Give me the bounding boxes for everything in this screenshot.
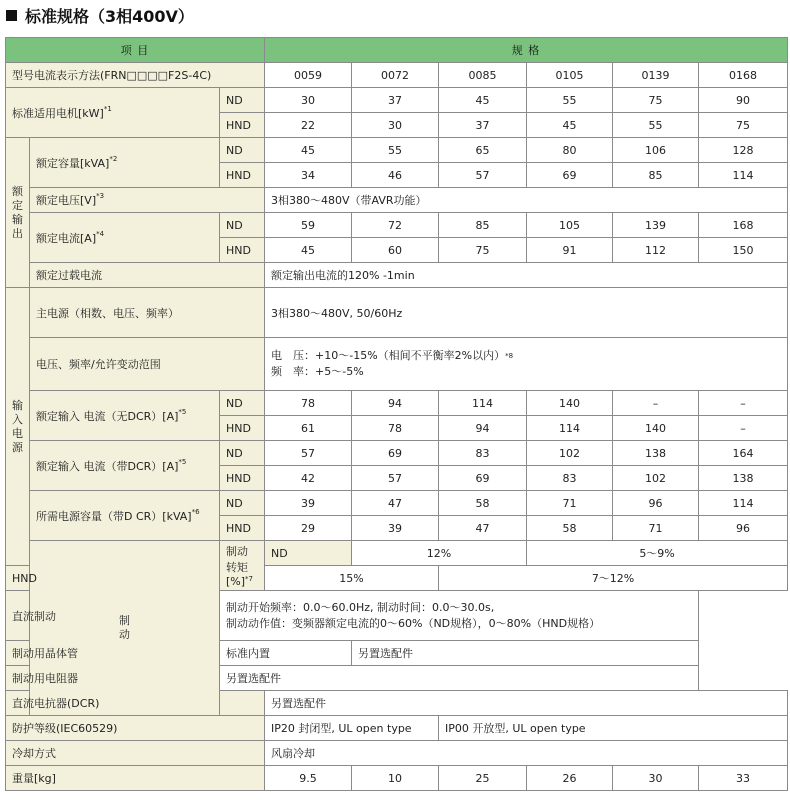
variation-frequency: 频 率：+5～-5% [271, 365, 364, 378]
cell: 47 [352, 491, 439, 516]
cell: 25 [439, 766, 527, 791]
brake-dc-label: 直流制动 [6, 591, 220, 641]
cell: 37 [352, 88, 439, 113]
cell: 33 [699, 766, 788, 791]
footnote: *6 [191, 507, 200, 516]
model-code: 0168 [699, 63, 788, 88]
mode-nd: ND [220, 391, 265, 416]
output-group-text: 额定输出 [12, 184, 23, 240]
cell: IP00 开放型, UL open type [439, 716, 788, 741]
model-label: 型号电流表示方法(FRN□□□□F2S-4C) [6, 63, 265, 88]
cell: 9.5 [265, 766, 352, 791]
protection-row [6, 716, 788, 741]
cell: 34 [265, 163, 352, 188]
header-item: 项 目 [6, 38, 265, 63]
cell: 45 [265, 238, 352, 263]
input-capacity-label [30, 491, 220, 541]
protection-label: 防护等级(IEC60529) [6, 716, 265, 741]
model-code: 0105 [527, 63, 613, 88]
input-variation-row [6, 338, 788, 391]
brake-resistor-label: 制动用电阻器 [6, 666, 220, 691]
cell: 42 [265, 466, 352, 491]
footnote: *3 [96, 192, 105, 200]
cell: 69 [527, 163, 613, 188]
cell: 57 [352, 466, 439, 491]
header-row [6, 38, 788, 63]
cell: 15% [265, 566, 439, 591]
cell: 30 [613, 766, 699, 791]
cell: 55 [613, 113, 699, 138]
cell: 85 [613, 163, 699, 188]
motor-label [6, 88, 220, 138]
cell: 60 [352, 238, 439, 263]
input-variation-label: 电压、频率/允许变动范围 [30, 338, 265, 391]
cell: 94 [439, 416, 527, 441]
input-capacity-nd-row [6, 491, 788, 516]
input-main-row [6, 288, 788, 338]
cell: 47 [439, 516, 527, 541]
output-overload-value: 额定输出电流的120% -1min [265, 263, 788, 288]
cell: 83 [439, 441, 527, 466]
header-spec: 规 格 [265, 38, 788, 63]
footnote: *5 [178, 457, 187, 466]
mode-hnd: HND [6, 566, 30, 591]
mode-nd: ND [220, 213, 265, 238]
cell: 69 [439, 466, 527, 491]
cell: – [613, 391, 699, 416]
mode-nd: ND [220, 88, 265, 113]
label-text: 制动转矩[%] [226, 545, 248, 588]
model-row [6, 63, 788, 88]
spec-table [5, 37, 788, 791]
cell: 7～12% [439, 566, 788, 591]
cell: 75 [699, 113, 788, 138]
cell: 71 [527, 491, 613, 516]
cell: 80 [527, 138, 613, 163]
cell: 106 [613, 138, 699, 163]
cell: 59 [265, 213, 352, 238]
dcr-label: 直流电抗器(DCR) [6, 691, 265, 716]
cell: 140 [613, 416, 699, 441]
cell: 另置选配件 [265, 691, 788, 716]
brake-dc-line1: 制动开始频率：0.0～60.0Hz, 制动时间：0.0～30.0s, [226, 600, 495, 614]
mode-hnd: HND [220, 163, 265, 188]
dcr-row [6, 691, 788, 716]
page-title [6, 2, 194, 28]
label-text: 额定输入 电流（带DCR）[A] [36, 459, 179, 473]
output-capacity-nd-row [6, 138, 788, 163]
input-nodcr-nd-row [6, 391, 788, 416]
cell: 114 [439, 391, 527, 416]
cell: 71 [613, 516, 699, 541]
cell: 65 [439, 138, 527, 163]
cell: 105 [527, 213, 613, 238]
model-code: 0059 [265, 63, 352, 88]
cell: 138 [699, 466, 788, 491]
cell: 114 [527, 416, 613, 441]
cell: 55 [527, 88, 613, 113]
cell: IP20 封闭型, UL open type [265, 716, 439, 741]
cell: 10 [352, 766, 439, 791]
cell: 30 [265, 88, 352, 113]
mode-nd: ND [220, 441, 265, 466]
brake-torque-label [220, 541, 265, 591]
cell: 58 [527, 516, 613, 541]
cell: 140 [527, 391, 613, 416]
brake-dc-line2: 制动动作值：变频器额定电流的0～60%（ND规格），0～80%（HND规格） [226, 616, 601, 630]
cooling-row [6, 741, 788, 766]
cell: 90 [699, 88, 788, 113]
label-text: 所需电源容量（带D CR）[kVA] [36, 509, 192, 523]
mode-hnd: HND [220, 466, 265, 491]
input-main-label: 主电源（相数、电压、频率） [30, 288, 265, 338]
cell: 168 [699, 213, 788, 238]
mode-nd: ND [220, 491, 265, 516]
brake-transistor-label: 制动用晶体管 [6, 641, 220, 666]
cell: 61 [265, 416, 352, 441]
input-group-label [6, 288, 30, 566]
model-code: 0072 [352, 63, 439, 88]
motor-nd-row [6, 88, 788, 113]
cell: 164 [699, 441, 788, 466]
cell: 112 [613, 238, 699, 263]
cell: 45 [527, 113, 613, 138]
brake-resistor-row [6, 666, 788, 691]
output-capacity-label [30, 138, 220, 188]
input-dcr-nd-row [6, 441, 788, 466]
cell: 39 [265, 491, 352, 516]
cell: 102 [527, 441, 613, 466]
cell: – [699, 416, 788, 441]
input-dcr-label [30, 441, 220, 491]
footnote: *1 [103, 104, 112, 113]
cell: 75 [613, 88, 699, 113]
weight-row [6, 766, 788, 791]
cell: 96 [699, 516, 788, 541]
output-group-label [6, 138, 30, 288]
cell: 138 [613, 441, 699, 466]
brake-dc-value [220, 591, 699, 641]
cell: 45 [265, 138, 352, 163]
output-voltage-row [6, 188, 788, 213]
model-code: 0085 [439, 63, 527, 88]
cell: – [699, 391, 788, 416]
cell: 12% [352, 541, 527, 566]
cell: 85 [439, 213, 527, 238]
cell: 5～9% [527, 541, 788, 566]
brake-group-text: 制动 [119, 614, 130, 641]
cell: 57 [439, 163, 527, 188]
brake-torque-nd-row [6, 541, 788, 566]
cell: 30 [352, 113, 439, 138]
output-current-nd-row [6, 213, 788, 238]
motor-label-text: 标准适用电机[kW] [12, 106, 104, 120]
cell: 风扇冷却 [265, 741, 788, 766]
cell: 139 [613, 213, 699, 238]
input-variation-value [265, 338, 788, 391]
cell: 29 [265, 516, 352, 541]
cell: 72 [352, 213, 439, 238]
mode-nd: ND [265, 541, 352, 566]
cell: 102 [613, 466, 699, 491]
footnote: *4 [96, 229, 105, 238]
cooling-label: 冷却方式 [6, 741, 265, 766]
label-text: 额定输入 电流（无DCR）[A] [36, 409, 179, 423]
input-main-value: 3相380～480V, 50/60Hz [265, 288, 788, 338]
input-group-text: 输入电源 [12, 398, 23, 454]
cell: 69 [352, 441, 439, 466]
square-bullet-icon [6, 10, 17, 21]
cell: 150 [699, 238, 788, 263]
cell: 另置选配件 [352, 641, 699, 666]
cell: 78 [352, 416, 439, 441]
mode-hnd: HND [220, 238, 265, 263]
cell: 83 [527, 466, 613, 491]
variation-voltage: 电 压：+10～-15%（相间不平衡率2%以内） [271, 349, 506, 362]
cell: 96 [613, 491, 699, 516]
cell: 91 [527, 238, 613, 263]
brake-transistor-row [6, 641, 788, 666]
title-text: 标准规格（3相400V） [25, 6, 194, 26]
label-text: 额定电压[V] [36, 194, 97, 207]
output-overload-label: 额定过载电流 [30, 263, 265, 288]
cell: 94 [352, 391, 439, 416]
cell: 39 [352, 516, 439, 541]
cell: 58 [439, 491, 527, 516]
label-text: 额定电流[A] [36, 231, 97, 245]
footnote: *7 [245, 575, 254, 583]
output-voltage-value: 3相380～480V（带AVR功能） [265, 188, 788, 213]
footnote: *5 [178, 407, 187, 416]
cell: 78 [265, 391, 352, 416]
weight-label: 重量[kg] [6, 766, 265, 791]
cell: 另置选配件 [220, 666, 699, 691]
mode-nd: ND [220, 138, 265, 163]
mode-hnd: HND [220, 416, 265, 441]
output-overload-row [6, 263, 788, 288]
cell: 114 [699, 163, 788, 188]
output-voltage-label [30, 188, 265, 213]
cell: 22 [265, 113, 352, 138]
input-nodcr-label [30, 391, 220, 441]
cell: 75 [439, 238, 527, 263]
footnote: *8 [505, 352, 514, 360]
label-text: 额定容量[kVA] [36, 156, 110, 170]
mode-hnd: HND [220, 516, 265, 541]
output-current-label [30, 213, 220, 263]
cell: 55 [352, 138, 439, 163]
cell: 标准内置 [220, 641, 352, 666]
cell: 128 [699, 138, 788, 163]
cell: 37 [439, 113, 527, 138]
cell: 57 [265, 441, 352, 466]
cell: 26 [527, 766, 613, 791]
cell: 114 [699, 491, 788, 516]
cell: 46 [352, 163, 439, 188]
cell: 45 [439, 88, 527, 113]
mode-hnd: HND [220, 113, 265, 138]
footnote: *2 [109, 154, 118, 163]
model-code: 0139 [613, 63, 699, 88]
